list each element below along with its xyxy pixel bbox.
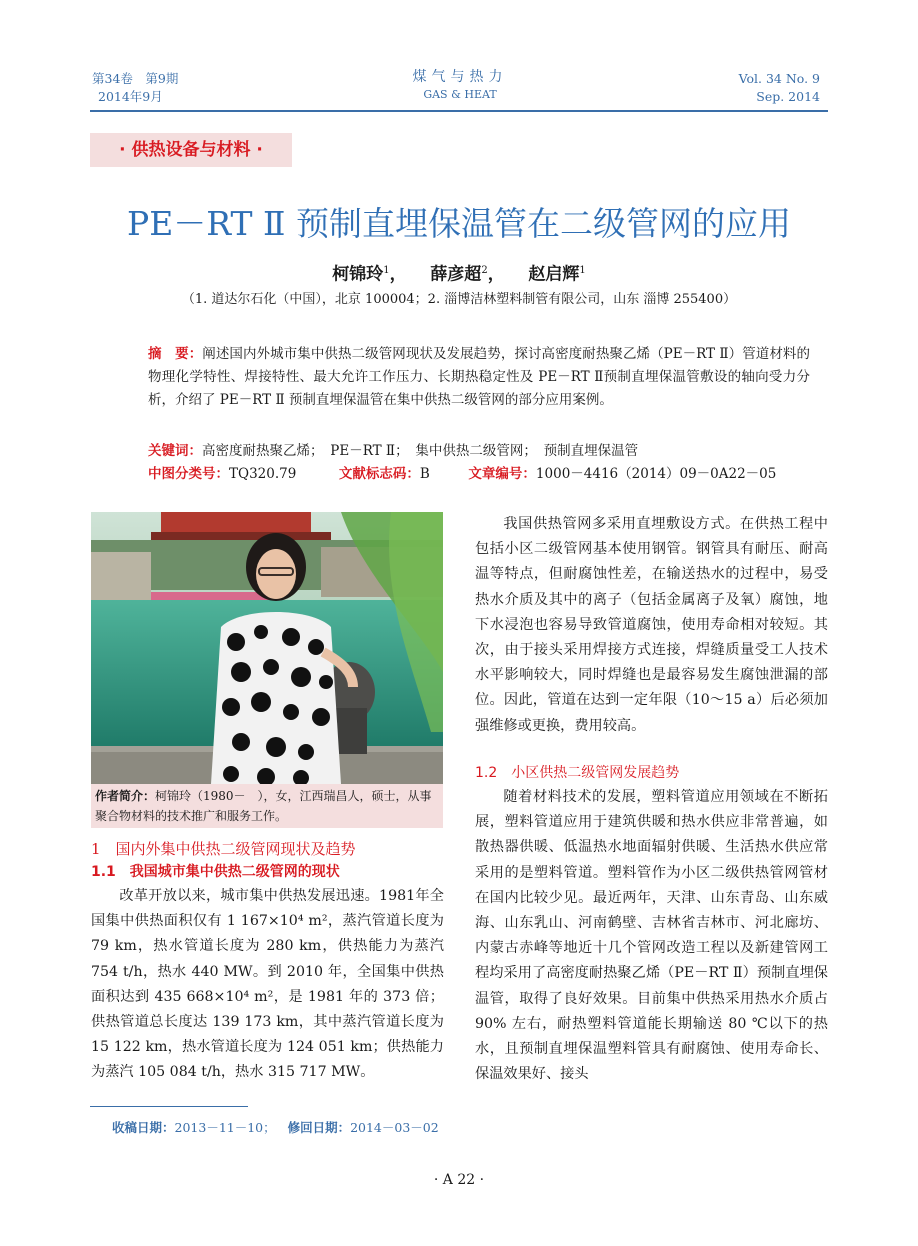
revised-label: 修回日期： (287, 1120, 351, 1135)
revised-date: 2014－03－02 (350, 1120, 439, 1135)
journal-name-en: GAS & HEAT (423, 88, 497, 101)
footnote-rule (90, 1106, 248, 1107)
page-number: · A 22 · (433, 1172, 485, 1188)
volume-issue-en: Vol. 34 No. 9 (738, 71, 820, 86)
right-column-text-top (475, 512, 828, 739)
author-affil-mark: 1 (383, 265, 390, 276)
paragraph: 改革开放以来，城市集中供热发展迅速。1981年全国集中供热面积仅有 1 167×10⁴ m²，蒸汽管道长度为 79 km，热水管道长度为 280 km，供热能力为蒸汽 754 t/h，热水 440 MW。到 2010 年，全国集中供热面积达到 435 668×10⁴ m²，是 1981 年的 373 倍；供热管道总长度达 139 173 km，其中蒸汽管道长度为 15 122 km，热水管道长度为 124 051 km；供热能力为蒸汽 105 084 t/h，热水 315 717 MW。 (91, 888, 444, 1081)
running-header-left (92, 70, 178, 106)
author-name: 赵启辉 (528, 264, 580, 285)
bio-label: 作者简介： (95, 789, 156, 803)
section-tag: · 供热设备与材料 · (90, 133, 292, 167)
abstract-text: 阐述国内外城市集中供热二级管网现状及发展趋势，探讨高密度耐热聚乙烯（PE－RT Ⅱ）管道材料的物理化学特性、焊接特性、最大允许工作压力、长期热稳定性及 PE－RT Ⅱ预制直埋保温管敷设的轴向受力分析，介绍了 PE－RT Ⅱ 预制直埋保温管在集中供热二级管网的部分应用案例。 (148, 346, 810, 408)
running-header-right (739, 70, 820, 106)
article-number-label: 文章编号： (468, 466, 536, 482)
keywords-text: 高密度耐热聚乙烯； PE－RT Ⅱ； 集中供热二级管网； 预制直埋保温管 (202, 443, 639, 459)
section-heading-1: 1 国内外集中供热二级管网现状及趋势 (91, 840, 356, 858)
author-bio (91, 784, 443, 828)
journal-name-cn: 煤气与热力 (412, 69, 508, 85)
issue-date: 2014年9月 (98, 89, 163, 104)
received-label: 收稿日期： (112, 1120, 175, 1135)
paragraph: 我国供热管网多采用直埋敷设方式。在供热工程中包括小区二级管网基本使用钢管。钢管具有耐压、耐高温等特点，但耐腐蚀性差，在输送热水的过程中，易受热水介质及其中的离子（包括金属离子及氧）腐蚀，地下水浸泡也容易导致管道腐蚀，使用寿命相对较短。其次，由于接头采用焊接方式连接，焊缝质量受工人技术水平影响较大，同时焊缝也是最容易发生腐蚀泄漏的部位。因此，管道在达到一定年限（10～15 a）后必须加强维修或更换，费用较高。 (475, 516, 828, 734)
section-heading-1-1: 1.1 我国城市集中供热二级管网的现状 (91, 864, 340, 880)
paragraph: 随着材料技术的发展，塑料管道应用领域在不断拓展，塑料管道应用于建筑供暖和热水供应非常普遍，如散热器供暖、低温热水地面辐射供暖、生活热水供应常采用的是塑料管道。塑料管作为小区二级供热管网管材在国内比较少见。最近两年，天津、山东青岛、山东威海、山东乳山、河南鹤壁、吉林省吉林市、河北廊坊、内蒙古赤峰等地近十几个管网改造工程以及新建管网工程均采用了高密度耐热聚乙烯（PE－RT Ⅱ）预制直埋保温管，取得了良好效果。目前集中供热采用热水介质占 90% 左右，耐热塑料管道能长期输送 80 ℃以下的热水，且预制直埋保温塑料管具有耐腐蚀、使用寿命长、保温效果好、接头 (475, 789, 828, 1083)
abstract (148, 343, 810, 412)
issue-date-en: Sep. 2014 (756, 89, 820, 104)
author-affil-mark: 1 (579, 265, 586, 276)
volume-issue: 第34卷 第9期 (92, 71, 179, 86)
keywords (148, 440, 848, 462)
left-column-text (91, 884, 444, 1086)
doc-code-label: 文献标志码： (338, 466, 420, 482)
affiliations: （1. 道达尔石化（中国），北京 100004；2. 淄博洁林塑料制管有限公司，山东 淄博 255400） (181, 292, 737, 307)
doc-code-value: B (419, 466, 430, 482)
section-heading-1-2: 1.2 小区供热二级管网发展趋势 (475, 765, 680, 781)
author-affil-mark: 2 (481, 265, 488, 276)
clc-label: 中图分类号： (148, 466, 229, 482)
article-dates (112, 1118, 439, 1136)
article-number-value: 1000－4416（2014）09－0A22－05 (535, 466, 777, 482)
paper-title: PE－RT Ⅱ 预制直埋保温管在二级管网的应用 (127, 204, 791, 243)
abstract-label: 摘 要： (148, 346, 203, 362)
bio-text: 柯锦玲（1980－ ），女，江西瑞昌人，硕士，从事聚合物材料的技术推广和服务工作。 (95, 789, 432, 823)
author-photo (91, 512, 443, 784)
author-name: 柯锦玲 (332, 264, 384, 285)
author-name: 薛彦超 (430, 264, 482, 285)
clc-value: TQ320.79 (229, 466, 297, 482)
received-date: 2013－11－10； (174, 1120, 276, 1135)
right-column-text-bottom (475, 785, 828, 1087)
keywords-label: 关键词： (148, 443, 202, 459)
header-rule (90, 110, 828, 112)
journal-name (360, 68, 560, 104)
classification-line (148, 463, 848, 485)
author-list: 柯锦玲$^1$， 薛彦超$^2$， 赵启辉$^1$ (332, 264, 586, 285)
